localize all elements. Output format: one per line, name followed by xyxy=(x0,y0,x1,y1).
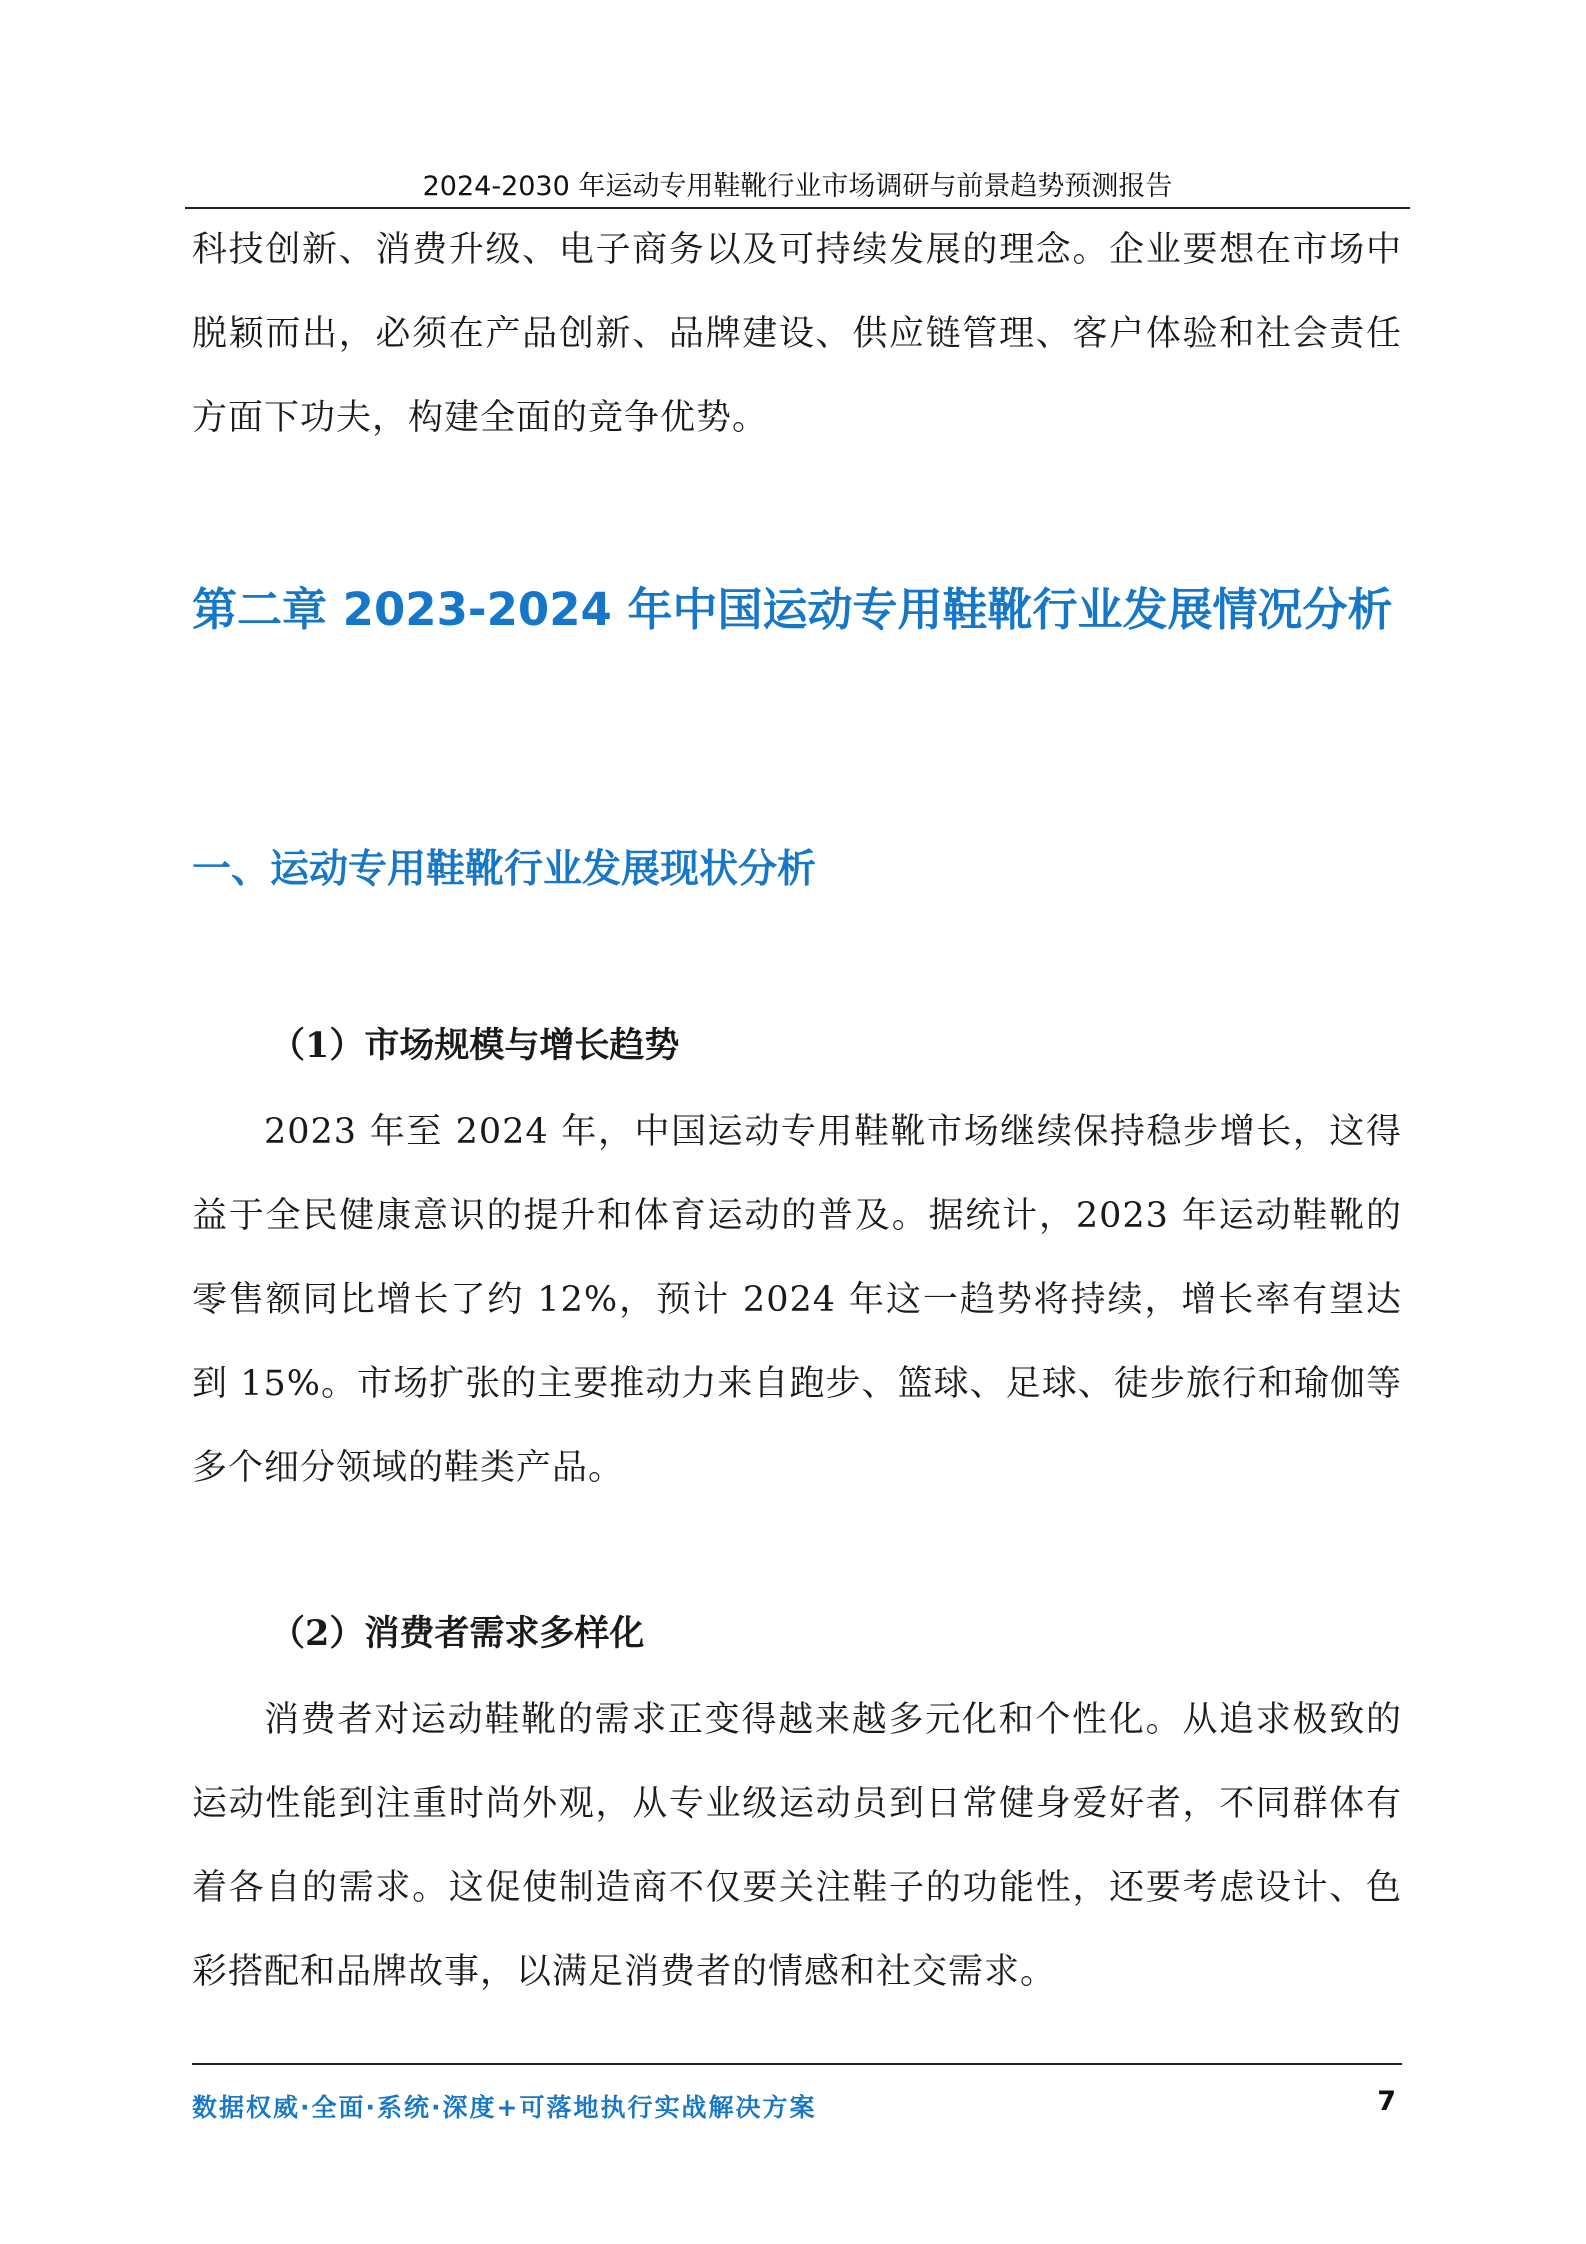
subsection-heading-2: （2）消费者需求多样化 xyxy=(270,1613,645,1654)
subsection-body-2: 消费者对运动鞋靴的需求正变得越来越多元化和个性化。从追求极致的运动性能到注重时尚外观，从专业级运动员到日常健身爱好者，不同群体有着各自的需求。这促使制造商不仅要关注鞋子的功能性，还要考虑设计、色彩搭配和品牌故事，以满足消费者的情感和社交需求。 xyxy=(192,1700,1402,1992)
footer-slogan: 数据权威·全面·系统·深度+可落地执行实战解决方案 xyxy=(192,2093,817,2122)
chapter-title: 第二章 2023-2024 年中国运动专用鞋靴行业发展情况分析 xyxy=(192,583,1393,636)
subsection-heading-1: （1）市场规模与增长趋势 xyxy=(270,1025,680,1066)
section-title: 一、运动专用鞋靴行业发展现状分析 xyxy=(192,847,817,892)
page-number: 7 xyxy=(1377,2086,1396,2117)
intro-paragraph: 科技创新、消费升级、电子商务以及可持续发展的理念。企业要想在市场中脱颖而出，必须在产品创新、品牌建设、供应链管理、客户体验和社会责任方面下功夫，构建全面的竞争优势。 xyxy=(192,230,1402,438)
header-title: 2024-2030 年运动专用鞋靴行业市场调研与前景趋势预测报告 xyxy=(422,171,1173,202)
footer-divider xyxy=(192,2063,1402,2065)
subsection-body-1: 2023 年至 2024 年，中国运动专用鞋靴市场继续保持稳步增长，这得益于全民健康意识的提升和体育运动的普及。据统计，2023 年运动鞋靴的零售额同比增长了约 12%，预计 2024 年这一趋势将持续，增长率有望达到 15%。市场扩张的主要推动力来自跑步、篮球、足球、徒步旅行和瑜伽等多个细分领域的鞋类产品。 xyxy=(192,1112,1402,1488)
